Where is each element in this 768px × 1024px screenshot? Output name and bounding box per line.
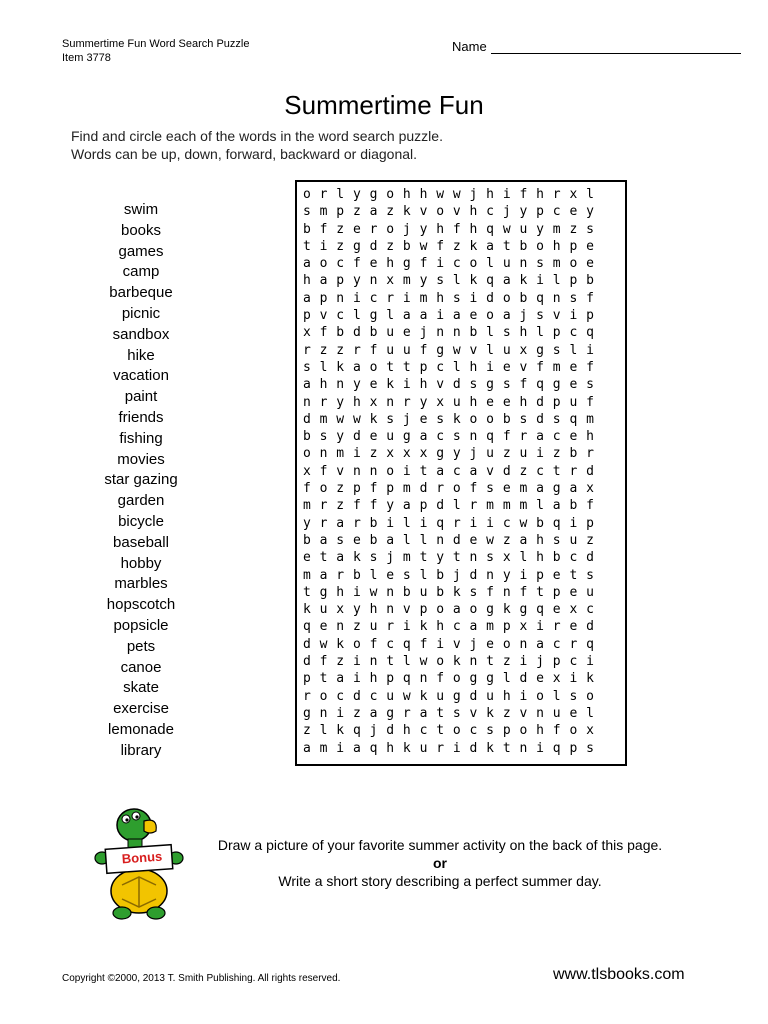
item-number: Item 3778	[62, 52, 111, 64]
word-item: garden	[117, 492, 165, 510]
word-item: books	[120, 221, 162, 239]
puzzle-row: s m p z a z k v o v h c j y p c e y	[303, 204, 595, 220]
puzzle-row: q e n z u r i k h c a m p x i r e d	[303, 619, 595, 635]
puzzle-row: h a p y n x m y s l k q a k i l p b	[303, 273, 595, 289]
word-item: paint	[124, 388, 158, 406]
puzzle-row: g n i z a g r a t s v k z v n u e l	[303, 705, 595, 721]
word-item: hopscotch	[106, 596, 176, 614]
word-item: fishing	[119, 429, 163, 447]
bonus-activity	[200, 836, 680, 890]
page-title: Summertime Fun	[284, 90, 484, 120]
word-item: skate	[123, 679, 159, 697]
puzzle-row: k u x y h n v p o a o g k g q e x c	[303, 602, 595, 618]
word-item: star gazing	[104, 471, 178, 489]
word-item: friends	[118, 408, 164, 426]
puzzle-row: r o c d c u w k u g d u h i o l s o	[303, 688, 595, 704]
bonus-or: or	[433, 855, 447, 871]
puzzle-row: b f z e r o j y h f h q w u y m z s	[303, 221, 595, 237]
puzzle-row: a h n y e k i h v d s g s f q g e s	[303, 377, 595, 393]
bonus-badge: Bonus	[121, 848, 163, 867]
puzzle-row: a o c f e h g f i c o l u n s m o e	[303, 256, 595, 272]
puzzle-row: p v c l g l a a i a e o a j s v i p	[303, 308, 595, 324]
copyright: Copyright ©2000, 2013 T. Smith Publishing. All rights reserved.	[62, 973, 341, 984]
instruction-line: Words can be up, down, forward, backward or diagonal.	[71, 146, 418, 162]
puzzle-row: o r l y g o h h w w j h i f h r x l	[303, 187, 595, 202]
bonus-line-draw: Draw a picture of your favorite summer activity on the back of this page.	[217, 837, 663, 853]
puzzle-row: a m i a q h k u r i d k t n i q p s	[303, 740, 595, 756]
puzzle-row: t i z g d z b w f z k a t b o h p e	[303, 238, 595, 254]
document-header	[62, 37, 249, 65]
puzzle-row: d m w w k s j e s k o o b s d s q m	[303, 411, 595, 427]
puzzle-row: p t a i h p q n f o g g l d e x i k	[303, 671, 595, 687]
puzzle-row: b s y d e u g a c s n q f r a c e h	[303, 429, 595, 445]
word-item: swim	[123, 201, 159, 218]
puzzle-row: b a s e b a l l n d e w z a h s u z	[303, 532, 595, 548]
name-field-row	[452, 38, 741, 54]
puzzle-row: o n m i z x x x g y j u z u i z b r	[303, 446, 595, 462]
word-item: hike	[127, 346, 155, 364]
word-item: baseball	[113, 533, 169, 551]
instruction-line: Find and circle each of the words in the word search puzzle.	[71, 128, 443, 144]
puzzle-row: z l k q j d h c t o c s p o h f o x	[303, 723, 595, 739]
puzzle-row: f o z p f p m d r o f s e m a g a x	[303, 481, 595, 497]
puzzle-row: m r z f f y a p d l r m m m l a b f	[303, 498, 595, 514]
bonus-line-write: Write a short story describing a perfect summer day.	[278, 873, 602, 889]
word-item: marbles	[114, 575, 168, 593]
word-item: lemonade	[108, 720, 174, 738]
puzzle-row: e t a k s j m t y t n s x l h b c d	[303, 550, 595, 566]
instructions	[71, 127, 443, 163]
puzzle-row: n r y h x n r y x u h e e h d p u f	[303, 394, 595, 410]
word-item: movies	[117, 450, 165, 468]
puzzle-row: d w k o f c q f i v j e o n a c r q	[303, 636, 595, 652]
name-write-line	[491, 38, 741, 54]
doc-title: Summertime Fun Word Search Puzzle	[62, 38, 250, 50]
word-list	[84, 200, 198, 762]
word-item: pets	[126, 637, 156, 655]
puzzle-row: x f b d b u e j n n b l s h l p c q	[303, 325, 595, 341]
name-label: Name	[452, 39, 487, 54]
puzzle-row: x f v n n o i t a c a v d z c t r d	[303, 463, 595, 479]
word-item: sandbox	[112, 325, 170, 343]
word-item: library	[120, 741, 162, 759]
word-item: hobby	[120, 554, 162, 572]
puzzle-row: r z z r f u u f g w v l u x g s l i	[303, 342, 595, 358]
puzzle-row: t g h i w n b u b k s f n f t p e u	[303, 584, 595, 600]
word-item: camp	[122, 263, 160, 281]
word-item: games	[118, 242, 164, 260]
word-item: bicycle	[118, 512, 164, 530]
puzzle-row: y r a r b i l i q r i i c w b q i p	[303, 515, 595, 531]
word-search-grid	[295, 180, 627, 766]
word-item: picnic	[121, 304, 161, 322]
puzzle-row: d f z i n t l w o k n t z i j p c i	[303, 654, 595, 670]
word-item: exercise	[113, 700, 169, 718]
puzzle-row: a p n i c r i m h s i d o b q n s f	[303, 290, 595, 306]
word-item: barbeque	[109, 284, 173, 302]
word-item: vacation	[113, 367, 169, 385]
word-item: canoe	[120, 658, 162, 676]
word-item: popsicle	[113, 616, 169, 634]
puzzle-row: m a r b l e s l b j d n y i p e t s	[303, 567, 595, 583]
puzzle-row: s l k a o t t p c l h i e v f m e f	[303, 359, 595, 375]
website-link[interactable]: www.tlsbooks.com	[553, 966, 685, 983]
